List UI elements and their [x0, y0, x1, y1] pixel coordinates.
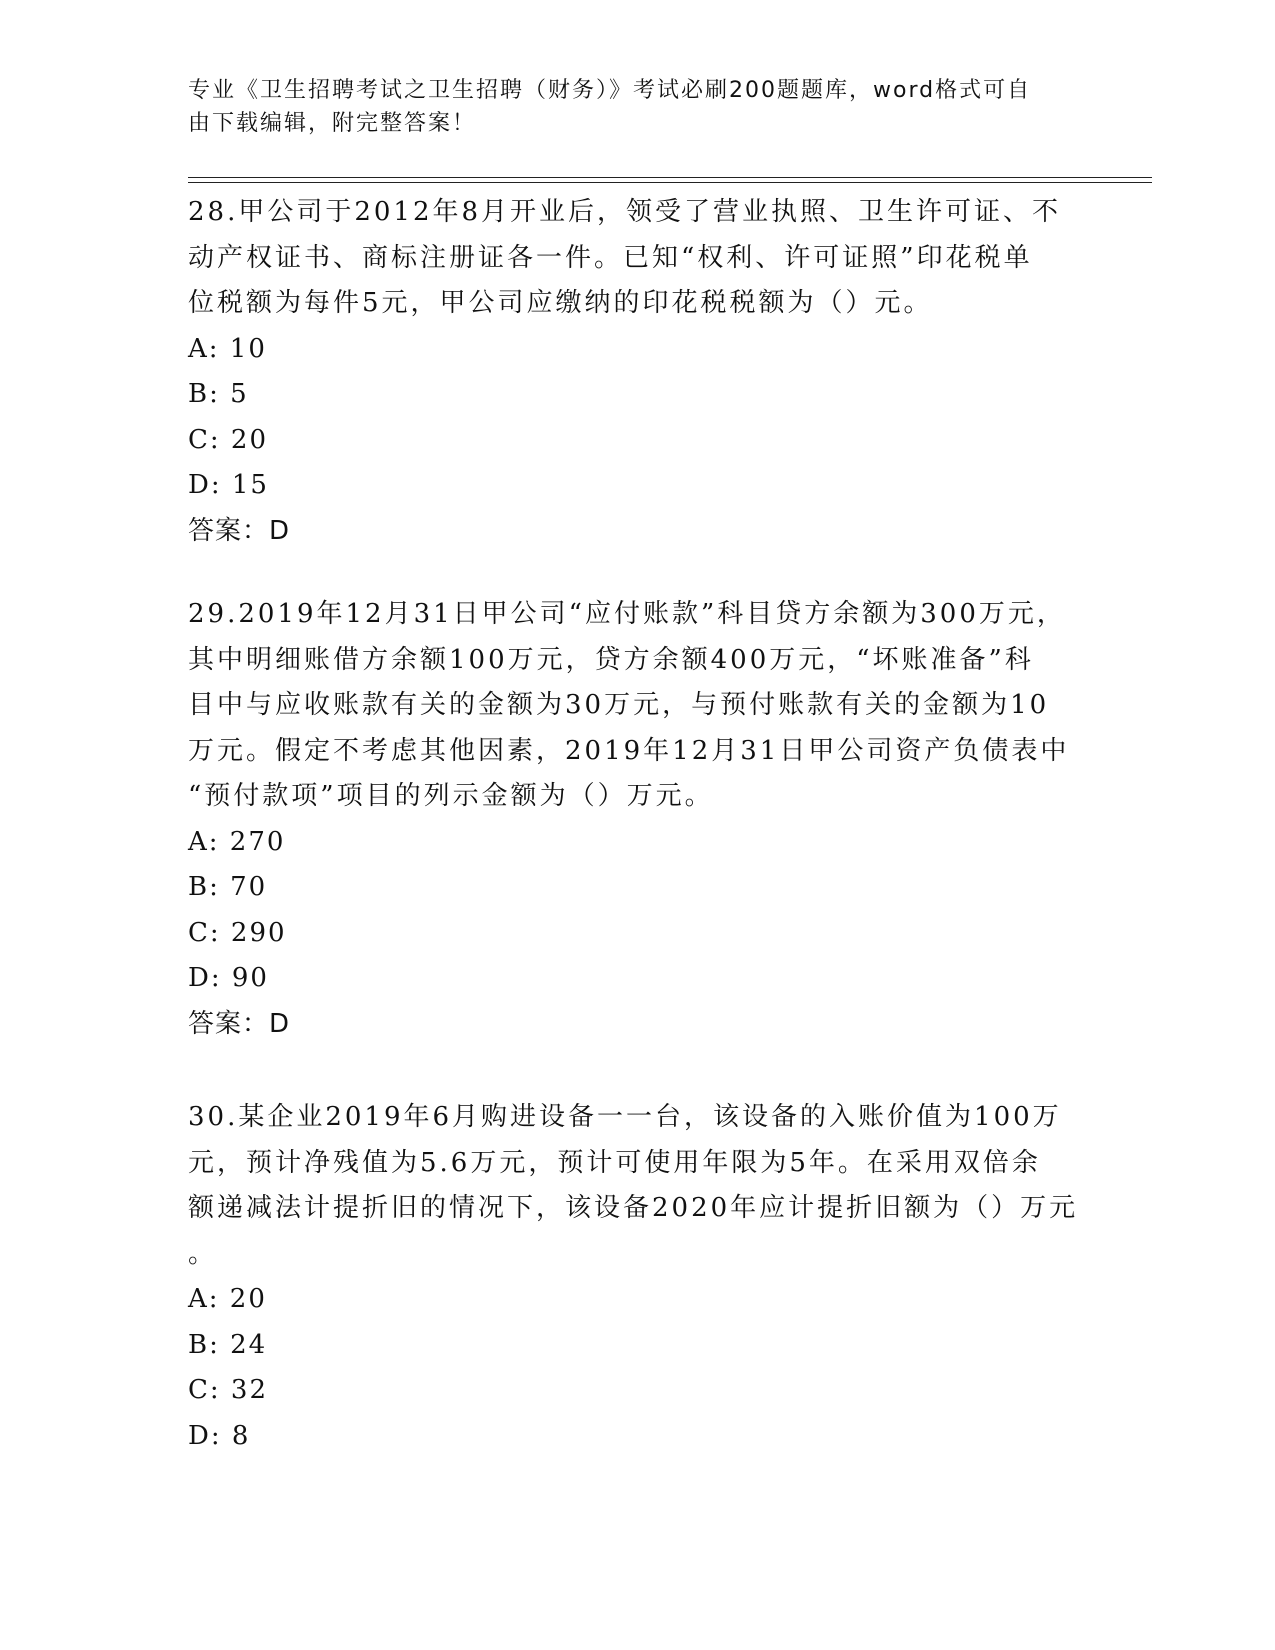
question-stem-line: “预付款项”项目的列示金额为（）万元。: [188, 781, 714, 811]
answer-line: 答案：D: [188, 515, 291, 546]
question-stem-line: 动产权证书、商标注册证各一件。已知“权利、许可证照”印花税单: [188, 242, 1033, 273]
header-line: 由下载编辑，附完整答案！: [188, 111, 477, 136]
option-c: C: 32: [188, 1375, 269, 1405]
question-stem-line: 目中与应收账款有关的金额为30万元，与预付账款有关的金额为10: [188, 690, 1050, 720]
question-stem-line: 28.甲公司于2012年8月开业后，领受了营业执照、卫生许可证、不: [188, 197, 1062, 227]
option-a: A: 20: [188, 1284, 267, 1314]
question-stem-line: 万元。假定不考虑其他因素，2019年12月31日甲公司资产负债表中: [188, 735, 1070, 766]
option-a: A: 10: [188, 333, 267, 364]
document-header: [188, 74, 1068, 140]
option-d: D: 15: [188, 470, 269, 500]
question-stem-line: 30.某企业2019年6月购进设备一一台，该设备的入账价值为100万: [188, 1102, 1062, 1132]
question-stem-line: 额递减法计提折旧的情况下，该设备2020年应计提折旧额为（）万元: [188, 1193, 1079, 1223]
option-d: D: 8: [188, 1420, 251, 1451]
question-28: [188, 190, 1088, 554]
option-b: B: 5: [188, 379, 249, 409]
header-divider: [188, 177, 1152, 178]
question-stem-line: 元，预计净残值为5.6万元，预计可使用年限为5年。在采用双倍余: [188, 1147, 1041, 1178]
question-stem-line: 。: [188, 1238, 218, 1269]
option-b: B: 70: [188, 872, 268, 902]
question-30: [188, 1095, 1088, 1459]
option-c: C: 290: [188, 917, 287, 948]
question-29: [188, 592, 1088, 1047]
option-c: C: 20: [188, 424, 269, 455]
question-stem-line: 位税额为每件5元，甲公司应缴纳的印花税税额为（）元。: [188, 288, 933, 318]
question-stem-line: 其中明细账借方余额100万元，贷方余额400万元，“坏账准备”科: [188, 644, 1034, 675]
answer-line: 答案：D: [188, 1008, 291, 1039]
header-line: 专业《卫生招聘考试之卫生招聘（财务）》考试必刷200题题库，word格式可自: [188, 78, 1032, 103]
header-divider: [188, 182, 1152, 183]
option-d: D: 90: [188, 963, 269, 993]
question-stem-line: 29.2019年12月31日甲公司“应付账款”科目贷方余额为300万元，: [188, 599, 1066, 629]
option-b: B: 24: [188, 1329, 268, 1360]
option-a: A: 270: [188, 826, 286, 857]
